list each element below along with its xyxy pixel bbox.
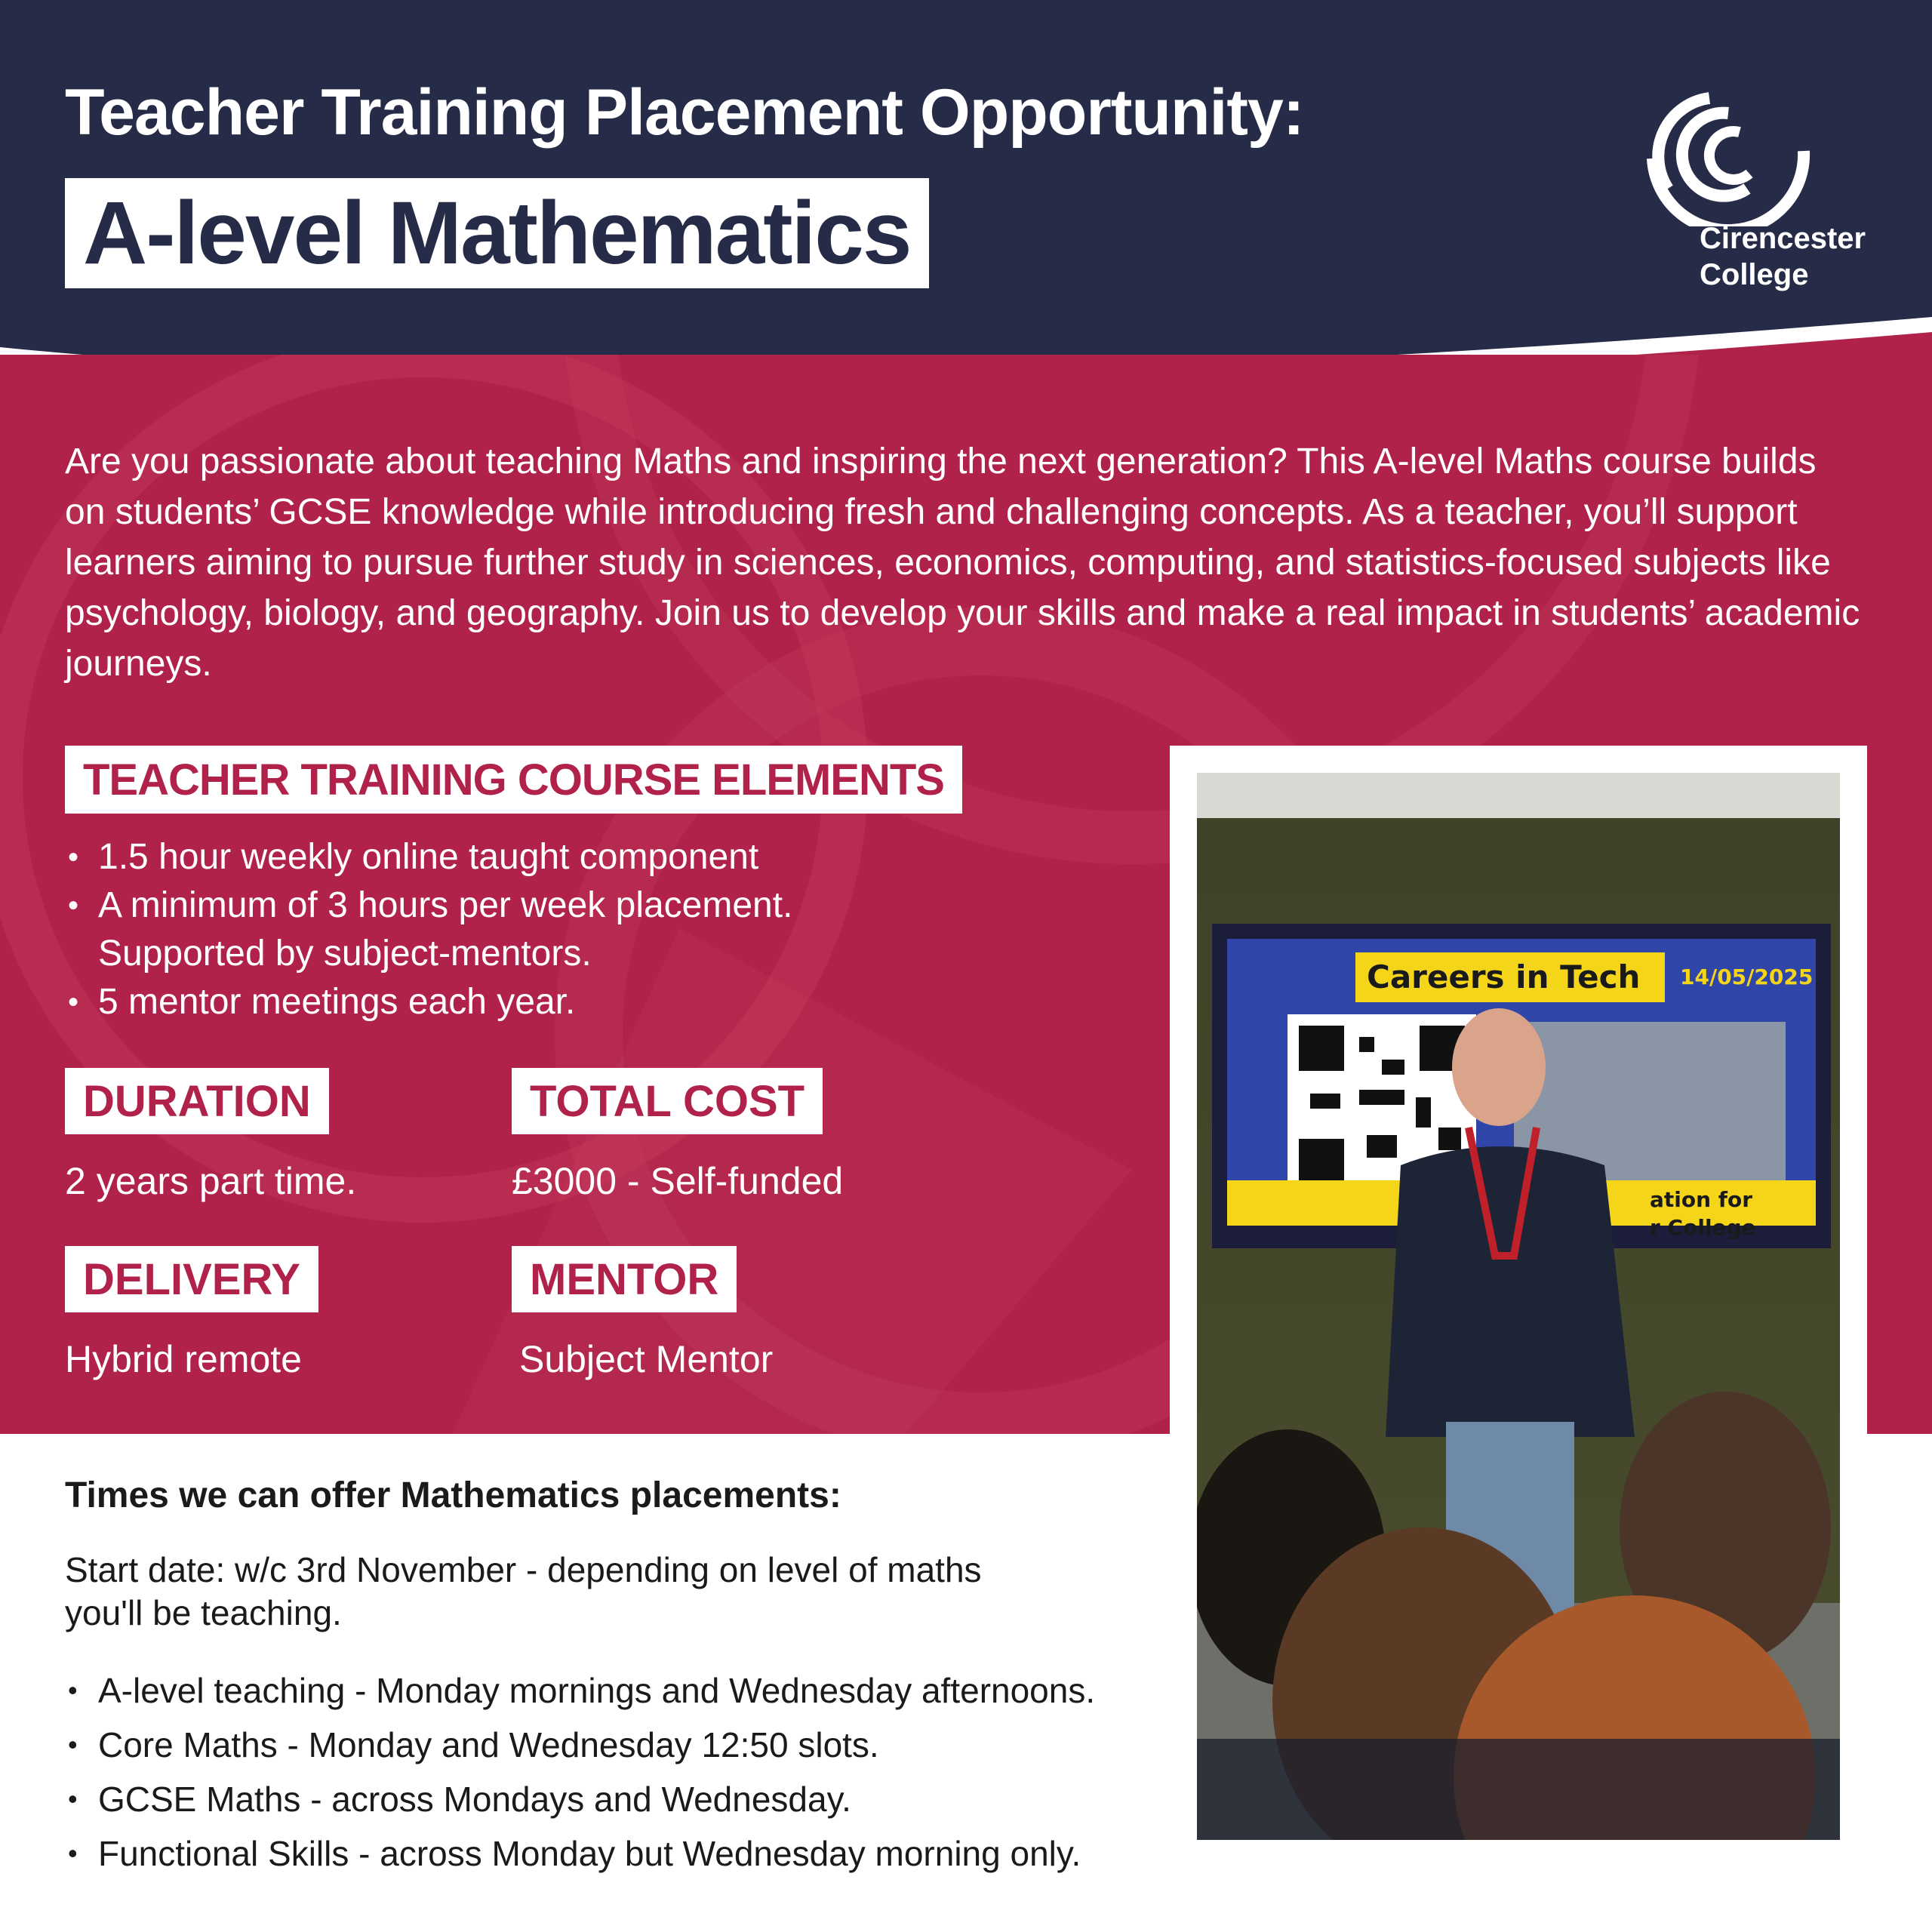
page-subtitle: A-level Mathematics	[83, 183, 911, 283]
total-cost-label: TOTAL COST	[512, 1068, 823, 1134]
list-item: • Core Maths - Monday and Wednesday 12:50 slots.	[65, 1718, 1167, 1772]
mentor-label: MENTOR	[512, 1246, 737, 1312]
list-item: • A-level teaching - Monday mornings and Wednesday afternoons.	[65, 1663, 1167, 1718]
start-date-text: Start date: w/c 3rd November - depending on level of maths you'll be teaching.	[65, 1550, 982, 1632]
screen-date: 14/05/2025	[1680, 964, 1814, 989]
logo-line-2: College	[1700, 258, 1809, 291]
delivery-value: Hybrid remote	[65, 1338, 302, 1380]
list-item: • 5 mentor meetings each year.	[65, 978, 1121, 1026]
intro-paragraph: Are you passionate about teaching Maths and inspiring the next generation? This A-level Maths course builds on students’ GCSE knowledge while introducing fresh and challenging concepts. As a teacher, you’ll support learners aiming to pursue further study in sciences, economics, computing, and statistics-focused subjects like psychology, biology, and geography. Join us to develop your skills and make a real impact in students’ academic journeys.	[65, 441, 1860, 684]
screen-footer-line2: r College	[1650, 1215, 1756, 1240]
screen-title: Careers in Tech	[1367, 958, 1641, 995]
logo-line-1: Cirencester	[1700, 222, 1866, 255]
page-title: Teacher Training Placement Opportunity:	[65, 76, 1304, 149]
list-item: • GCSE Maths - across Mondays and Wednesday.	[65, 1772, 1167, 1826]
duration-value: 2 years part time.	[65, 1160, 357, 1202]
course-elements-list	[65, 833, 1121, 1026]
course-elements-heading: TEACHER TRAINING COURSE ELEMENTS	[65, 746, 962, 814]
duration-label: DURATION	[65, 1068, 329, 1134]
college-logo-text	[1700, 220, 1866, 293]
times-heading: Times we can offer Mathematics placements:	[65, 1475, 841, 1515]
delivery-label: DELIVERY	[65, 1246, 318, 1312]
screen-footer-line1: ation for	[1650, 1187, 1753, 1212]
times-list	[65, 1663, 1167, 1881]
list-item: • A minimum of 3 hours per week placement. Supported by subject-mentors.	[65, 881, 910, 978]
college-logo-icon	[1638, 75, 1819, 226]
list-item: • Functional Skills - across Monday but Wednesday morning only.	[65, 1826, 1167, 1881]
subtitle-box	[65, 178, 929, 288]
mentor-value: Subject Mentor	[519, 1338, 774, 1380]
list-item: • 1.5 hour weekly online taught component	[65, 833, 1121, 881]
total-cost-value: £3000 - Self-funded	[512, 1160, 844, 1202]
classroom-photo	[1197, 773, 1840, 1840]
